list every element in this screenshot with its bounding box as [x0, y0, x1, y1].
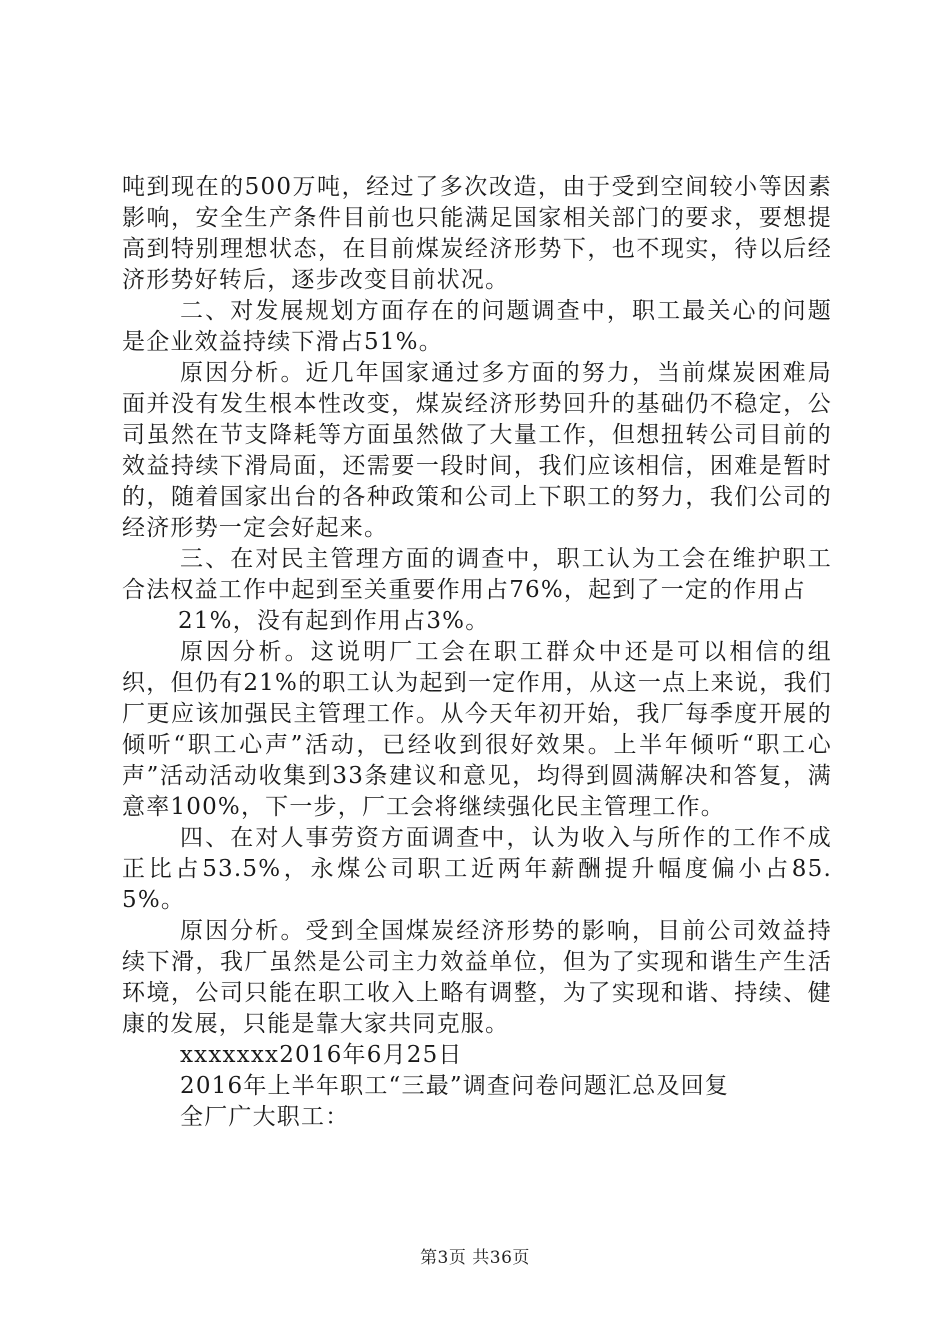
salutation: 全厂广大职工：	[180, 1104, 350, 1130]
paragraph-analysis-two: 原因分析。近几年国家通过多方面的努力，当前煤炭困难局面并没有发生根本性改变，煤炭经济形势回升的基础仍不稳定，公司虽然在节支降耗等方面虽然做了大量工作，但想扭转公司目前的效益持续下滑局面，还需要一段时间，我们应该相信，困难是暂时的，随着国家出台的各种政策和公司上下职工的努力，我们公司的经济形势一定会好起来。	[122, 360, 832, 541]
paragraph-section-three: 三、在对民主管理方面的调查中，职工认为工会在维护职工合法权益工作中起到至关重要作用占76%，起到了一定的作用占	[122, 546, 832, 603]
paragraph-continuation: 吨到现在的500万吨，经过了多次改造，由于受到空间较小等因素影响，安全生产条件目前也只能满足国家相关部门的要求，要想提高到特别理想状态，在目前煤炭经济形势下，也不现实，待以后经济形势好转后，逐步改变目前状况。	[122, 174, 832, 293]
paragraph-section-three-cont: 21%，没有起到作用占3%。	[178, 608, 490, 634]
paragraph-section-two: 二、对发展规划方面存在的问题调查中，职工最关心的问题是企业效益持续下滑占51%。	[122, 298, 832, 355]
page-number-footer: 第3页 共36页	[420, 1248, 530, 1268]
document-subtitle: 2016年上半年职工“三最”调查问卷问题汇总及回复	[180, 1073, 730, 1099]
document-body	[122, 172, 832, 1133]
signature-date: xxxxxxx2016年6月25日	[180, 1042, 463, 1068]
paragraph-analysis-three: 原因分析。这说明厂工会在职工群众中还是可以相信的组织，但仍有21%的职工认为起到一定作用，从这一点上来说，我们厂更应该加强民主管理工作。从今天年初开始，我厂每季度开展的倾听“职工心声”活动，已经收到很好效果。上半年倾听“职工心声”活动活动收集到33条建议和意见，均得到圆满解决和答复，满意率100%，下一步，厂工会将继续强化民主管理工作。	[122, 639, 832, 820]
paragraph-analysis-four: 原因分析。受到全国煤炭经济形势的影响，目前公司效益持续下滑，我厂虽然是公司主力效益单位，但为了实现和谐生产生活环境，公司只能在职工收入上略有调整，为了实现和谐、持续、健康的发展，只能是靠大家共同克服。	[122, 918, 832, 1037]
paragraph-section-four: 四、在对人事劳资方面调查中，认为收入与所作的工作不成正比占53.5%，永煤公司职工近两年薪酬提升幅度偏小占85.5%。	[122, 825, 832, 913]
